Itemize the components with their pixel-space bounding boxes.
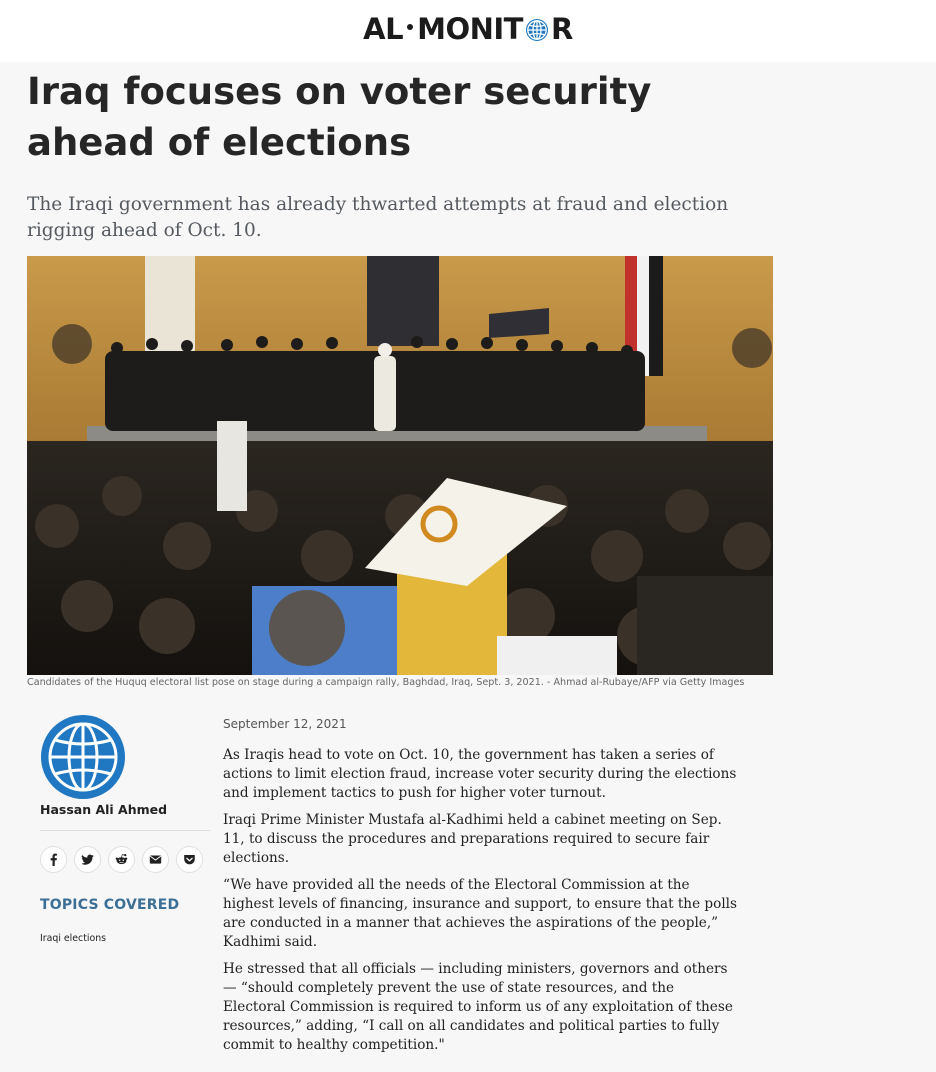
topic-link[interactable]: Iraqi elections xyxy=(40,933,107,944)
article-body xyxy=(223,746,738,1063)
article-paragraph: He stressed that all officials — including ministers, governors and others — “should completely prevent the use of state resources, and the Electoral Commission is required to inform us of any exploitation of these resources,” adding, “I call on all candidates and political parties to fully commit to healthy competition." xyxy=(223,961,733,1053)
share-email-button[interactable] xyxy=(142,846,169,873)
logo-dot xyxy=(407,24,413,30)
al-monitor-logo[interactable] xyxy=(363,11,573,46)
share-facebook-button[interactable] xyxy=(40,846,67,873)
article-date: September 12, 2021 xyxy=(223,717,347,731)
author-avatar-globe-icon xyxy=(40,714,126,800)
rally-photo-illustration xyxy=(27,256,773,675)
site-header xyxy=(0,0,936,58)
article-dek: The Iraqi government has already thwarted attempts at fraud and election rigging ahead of Oct. 10. xyxy=(27,194,729,241)
logo-globe-icon xyxy=(525,18,549,42)
reddit-icon xyxy=(115,853,128,866)
twitter-icon xyxy=(81,853,94,866)
share-twitter-button[interactable] xyxy=(74,846,101,873)
pocket-icon xyxy=(183,853,196,866)
email-icon xyxy=(149,853,162,866)
article-paragraph: “We have provided all the needs of the Electoral Commission at the highest levels of financing, insurance and support, to ensure that the polls are conducted in a manner that achieves the aspirations of the people,” Kadhimi said. xyxy=(223,877,737,950)
article-headline: Iraq focuses on voter security ahead of elections xyxy=(27,70,652,164)
article-photo xyxy=(27,256,773,675)
article-paragraph: As Iraqis head to vote on Oct. 10, the government has taken a series of actions to limit election fraud, increase voter security during the elections and implement tactics to push for higher voter turnout. xyxy=(223,747,737,801)
share-buttons xyxy=(40,846,203,873)
author-name-link[interactable]: Hassan Ali Ahmed xyxy=(40,802,168,817)
logo-text-right: MONIT xyxy=(417,11,523,46)
topics-covered-heading: TOPICS COVERED xyxy=(40,897,180,913)
share-pocket-button[interactable] xyxy=(176,846,203,873)
sidebar-divider xyxy=(40,830,210,831)
facebook-icon xyxy=(47,853,60,866)
share-reddit-button[interactable] xyxy=(108,846,135,873)
logo-text-left: AL xyxy=(363,11,404,46)
photo-caption: Candidates of the Huquq electoral list pose on stage during a campaign rally, Baghdad, Iraq, Sept. 3, 2021. - Ahmad al-Rubaye/AFP via Getty Images xyxy=(27,677,745,688)
logo-text-end: R xyxy=(550,11,573,46)
article-paragraph: Iraqi Prime Minister Mustafa al-Kadhimi held a cabinet meeting on Sep. 11, to discuss the procedures and preparations required to secure fair elections. xyxy=(223,812,722,866)
